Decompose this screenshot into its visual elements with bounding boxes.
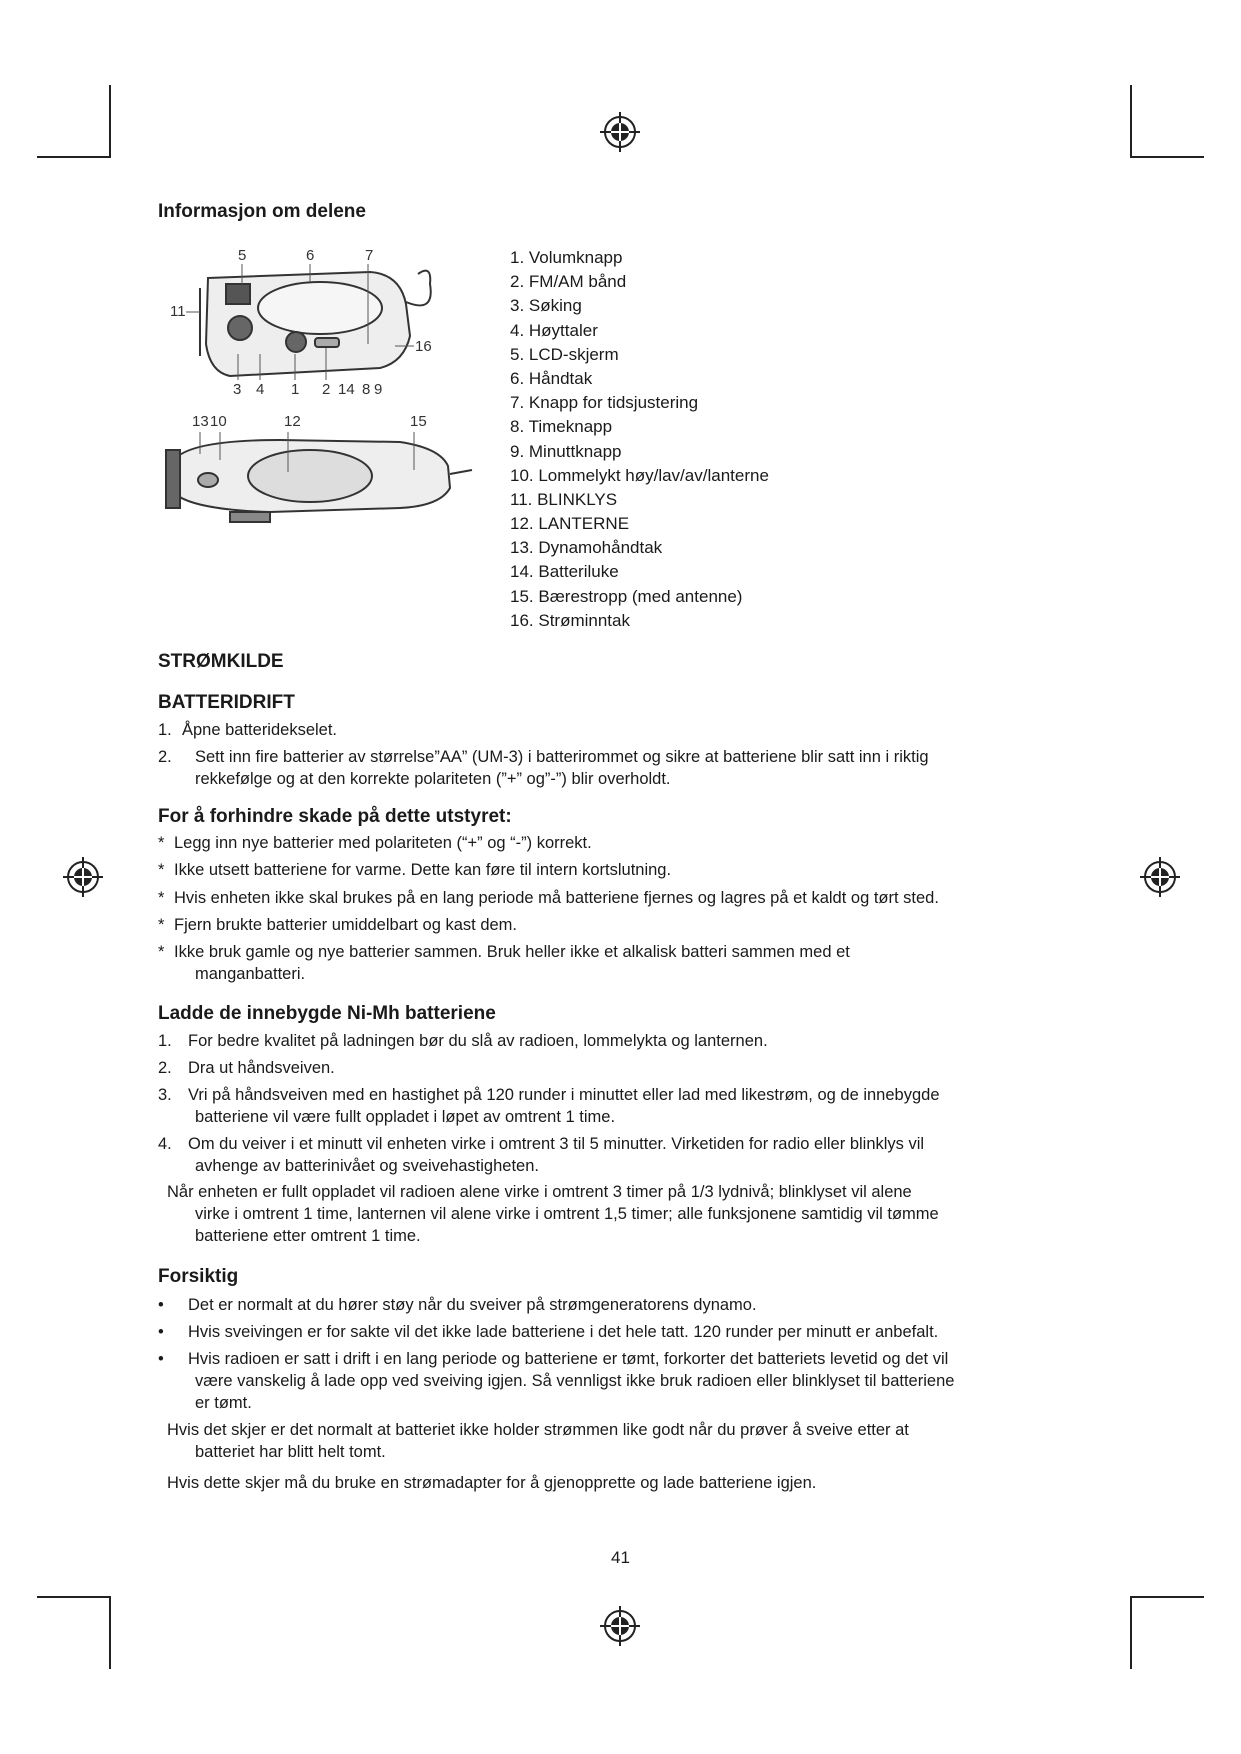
parts-list-item: 2. FM/AM bånd	[510, 272, 627, 292]
fig-label-5: 5	[238, 247, 247, 264]
registration-mark-bottom-icon	[598, 1604, 642, 1648]
parts-list-item: 13. Dynamohåndtak	[510, 538, 663, 558]
fig-label-4: 4	[256, 381, 265, 398]
crop-mark-top-right-h	[1130, 156, 1204, 158]
registration-mark-top-icon	[598, 110, 642, 154]
battery-step: 2. Sett inn fire batterier av størrelse”AA” (UM-3) i batterirommet og sikre at batteriene blir satt inn i riktig rekkefølge og at den korrekte polariteten (”+” og”-”) blir overholdt.	[158, 748, 929, 788]
crop-mark-top-right-v	[1130, 85, 1132, 158]
prevent-item: * Ikke utsett batteriene for varme. Dette kan føre til intern kortslutning.	[158, 861, 672, 879]
charge-step: 3. Vri på håndsveiven med en hastighet på 120 runder i minuttet eller lad med likestrøm, og de innebygde batteriene vil være fullt oppladet i løpet av omtrent 1 time.	[158, 1086, 940, 1126]
parts-list-item: 15. Bærestropp (med antenne)	[510, 586, 743, 606]
parts-list-item: 1. Volumknapp	[510, 248, 623, 267]
battery-step: 1. Åpne batteridekselet.	[158, 721, 338, 739]
heading-power-source: STRØMKILDE	[158, 651, 284, 672]
charge-step: 1. For bedre kvalitet på ladningen bør du slå av radioen, lommelykta og lanternen.	[158, 1032, 768, 1050]
crop-mark-bottom-left-h	[37, 1596, 111, 1598]
fig-label-2: 2	[322, 381, 331, 398]
fig-label-3: 3	[233, 381, 242, 398]
radio-diagram	[160, 244, 480, 544]
parts-list-item: 9. Minuttknapp	[510, 441, 622, 461]
heading-caution: Forsiktig	[158, 1266, 239, 1287]
prevent-item: * Ikke bruk gamle og nye batterier sammen. Bruk heller ikke et alkalisk batteri sammen med et manganbatteri.	[158, 943, 850, 983]
charge-note: Når enheten er fullt oppladet vil radioen alene virke i omtrent 3 timer på 1/3 lydnivå; blinklyset vil alene virke i omtrent 1 time, lanternen vil alene virke i omtrent 1,5 timer; alle funksjonene samtidig vil tømme batteriene etter omtrent 1 time.	[167, 1183, 939, 1245]
heading-prevent-damage: For å forhindre skade på dette utstyret:	[158, 806, 512, 827]
fig-label-6: 6	[306, 247, 315, 264]
heading-battery-operation: BATTERIDRIFT	[158, 692, 295, 713]
crop-mark-bottom-left-v	[109, 1596, 111, 1669]
fig-label-8: 8	[362, 381, 371, 398]
parts-list-item: 11. BLINKLYS	[510, 489, 618, 509]
crop-mark-bottom-right-h	[1130, 1596, 1204, 1598]
crop-mark-top-left-h	[37, 156, 111, 158]
fig-label-16: 16	[415, 338, 432, 355]
parts-list	[510, 246, 769, 633]
parts-list-item: 14. Batteriluke	[510, 562, 619, 582]
heading-charge-batteries: Ladde de innebygde Ni-Mh batteriene	[158, 1003, 496, 1024]
crop-mark-bottom-right-v	[1130, 1596, 1132, 1669]
fig-label-7: 7	[365, 247, 374, 264]
parts-list-item: 12. LANTERNE	[510, 514, 630, 534]
heading-parts-info: Informasjon om delene	[158, 201, 366, 222]
parts-list-item: 7. Knapp for tidsjustering	[510, 393, 699, 413]
page-number: 41	[611, 1548, 630, 1567]
prevent-item: * Hvis enheten ikke skal brukes på en lang periode må batteriene fjernes og lagres på et kaldt og tørt sted.	[158, 889, 939, 907]
fig-label-13: 13	[192, 413, 209, 430]
registration-mark-right-icon	[1138, 855, 1182, 899]
parts-list-item: 3. Søking	[510, 296, 582, 316]
fig-label-10: 10	[210, 413, 227, 430]
parts-list-item: 10. Lommelykt høy/lav/av/lanterne	[510, 465, 769, 485]
charge-step: 2. Dra ut håndsveiven.	[158, 1059, 335, 1077]
fig-label-9: 9	[374, 381, 383, 398]
parts-list-item: 4. Høyttaler	[510, 320, 598, 340]
parts-list-item: 16. Strøminntak	[510, 610, 630, 630]
caution-note: Hvis det skjer er det normalt at batteriet ikke holder strømmen like godt når du prøver å sveive etter at batteriet har blitt helt tomt.	[167, 1421, 909, 1461]
parts-list-item: 8. Timeknapp	[510, 417, 613, 437]
prevent-item: * Legg inn nye batterier med polariteten (“+” og “-”) korrekt.	[158, 834, 592, 852]
caution-item: • Det er normalt at du hører støy når du sveiver på strømgeneratorens dynamo.	[158, 1296, 757, 1314]
fig-label-12: 12	[284, 413, 301, 430]
caution-item: • Hvis sveivingen er for sakte vil det ikke lade batteriene i det hele tatt. 120 runder per minutt er anbefalt.	[158, 1323, 939, 1341]
crop-mark-top-left-v	[109, 85, 111, 158]
fig-label-11: 11	[170, 303, 186, 320]
fig-label-1: 1	[291, 381, 300, 398]
parts-list-item: 6. Håndtak	[510, 368, 593, 388]
registration-mark-left-icon	[61, 855, 105, 899]
fig-label-15: 15	[410, 413, 427, 430]
caution-item: • Hvis radioen er satt i drift i en lang periode og batteriene er tømt, forkorter det batteriets levetid og det vil være vanskelig å lade opp ved sveiving igjen. Så vennligst ikke bruk radioen eller blinklyset til batteriene er tømt.	[158, 1350, 955, 1412]
parts-list-item: 5. LCD-skjerm	[510, 344, 619, 364]
prevent-item: * Fjern brukte batterier umiddelbart og kast dem.	[158, 916, 517, 934]
fig-label-14: 14	[338, 381, 355, 398]
charge-step: 4. Om du veiver i et minutt vil enheten virke i omtrent 3 til 5 minutter. Virketiden for radio eller blinklys vil avhenge av batterinivået og sveivehastigheten.	[158, 1135, 925, 1175]
caution-note: Hvis dette skjer må du bruke en strømadapter for å gjenopprette og lade batteriene igjen.	[167, 1474, 817, 1492]
